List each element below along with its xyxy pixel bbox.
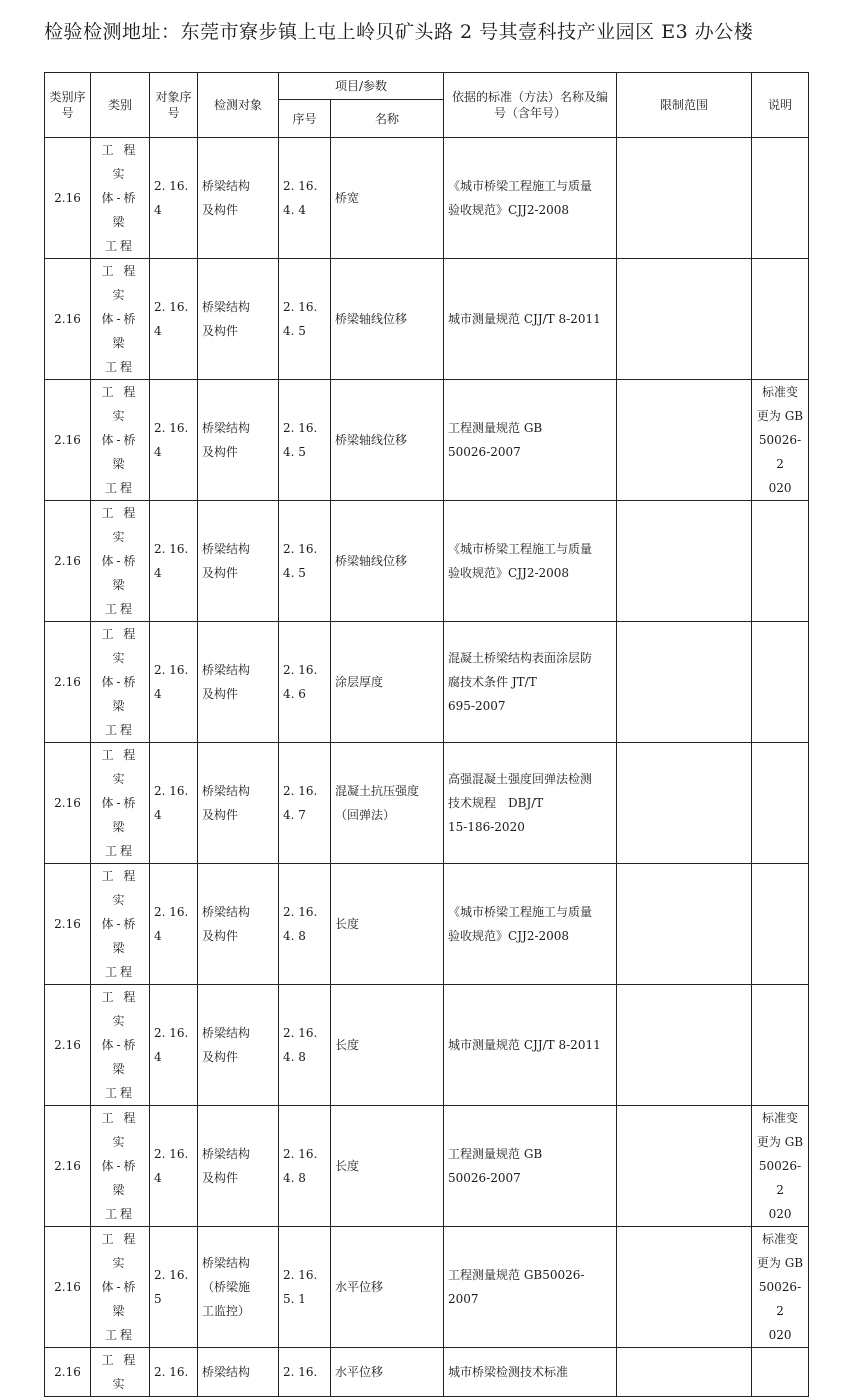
cat-no-cell: 2.16 (45, 743, 91, 864)
cat-no-cell: 2.16 (45, 622, 91, 743)
category-cell-line: 工 程 实 (101, 264, 139, 302)
limit-cell (617, 501, 752, 622)
note-cell-line: 020 (768, 481, 792, 495)
object-cell (198, 1106, 279, 1227)
table-row (45, 622, 809, 743)
item-no-cell-line: 4. 5 (283, 324, 306, 338)
standard-cell-line: 工程测量规范 GB (448, 421, 543, 435)
category-cell-line: 体-桥梁 (101, 1280, 139, 1318)
item-name-cell-line: （回弹法） (335, 808, 396, 822)
standard-cell (444, 622, 617, 743)
category-cell-line: 工 程 实 (101, 506, 139, 544)
item-name-cell (331, 380, 444, 501)
category-cell-line: 工程 (104, 602, 135, 616)
standard-cell-line: 50026-2007 (448, 445, 521, 459)
cat-no-cell: 2.16 (45, 501, 91, 622)
item-no-cell-line: 2. 16. (283, 1026, 318, 1040)
object-cell (198, 1348, 279, 1397)
table-body (45, 138, 809, 1397)
object-no-cell-line: 2. 16. (154, 1026, 189, 1040)
note-cell-line: 020 (768, 1328, 792, 1342)
object-no-cell-line: 2. 16. (154, 1365, 189, 1379)
category-cell-line: 工 程 实 (101, 1353, 139, 1391)
object-cell (198, 622, 279, 743)
object-cell-line: 桥梁结构 (202, 542, 251, 556)
object-no-cell (150, 259, 198, 380)
object-no-cell (150, 138, 198, 259)
category-cell-line: 工程 (104, 723, 135, 737)
table-row (45, 1348, 809, 1397)
item-no-cell-line: 2. 16. (283, 663, 318, 677)
item-name-cell (331, 138, 444, 259)
object-no-cell-line: 2. 16. (154, 542, 189, 556)
category-cell-line: 体-桥梁 (101, 1038, 139, 1076)
standard-cell-line: 验收规范》CJJ2-2008 (448, 929, 570, 943)
cat-no-cell: 2.16 (45, 259, 91, 380)
note-cell (752, 743, 809, 864)
item-name-cell (331, 1106, 444, 1227)
note-cell (752, 1348, 809, 1397)
item-no-cell-line: 4. 6 (283, 687, 306, 701)
category-cell-line: 体-桥梁 (101, 554, 139, 592)
object-no-cell (150, 501, 198, 622)
category-cell-line: 工 程 实 (101, 869, 139, 907)
category-cell-line: 工程 (104, 1086, 135, 1100)
standard-cell-line: 《城市桥梁工程施工与质量 (448, 542, 593, 556)
limit-cell (617, 380, 752, 501)
item-no-cell (279, 501, 331, 622)
category-cell-line: 体-桥梁 (101, 433, 139, 471)
cat-no-cell: 2.16 (45, 1106, 91, 1227)
item-name-cell (331, 259, 444, 380)
category-cell-line: 工 程 实 (101, 1232, 139, 1270)
table-row (45, 743, 809, 864)
object-no-cell-line: 5 (154, 1292, 162, 1306)
item-no-cell-line: 4. 8 (283, 1171, 306, 1185)
category-cell-line: 工 程 实 (101, 627, 139, 665)
object-no-cell-line: 4 (154, 1050, 162, 1064)
object-no-cell-line: 2. 16. (154, 663, 189, 677)
category-cell-line: 工程 (104, 481, 135, 495)
object-no-cell (150, 985, 198, 1106)
category-cell (91, 501, 150, 622)
standard-cell (444, 864, 617, 985)
object-cell-line: 及构件 (202, 1171, 239, 1185)
object-no-cell-line: 2. 16. (154, 421, 189, 435)
standard-cell (444, 138, 617, 259)
standard-cell (444, 1106, 617, 1227)
item-no-cell-line: 4. 8 (283, 929, 306, 943)
object-cell-line: 及构件 (202, 687, 239, 701)
category-cell-line: 工程 (104, 239, 135, 253)
object-no-cell-line: 2. 16. (154, 1147, 189, 1161)
cat-no-cell: 2.16 (45, 138, 91, 259)
inspection-table (44, 72, 809, 1397)
object-cell (198, 1227, 279, 1348)
standard-cell-line: 695-2007 (448, 699, 506, 713)
category-cell-line: 工程 (104, 360, 135, 374)
item-no-cell-line: 2. 16. (283, 179, 318, 193)
item-no-cell (279, 1348, 331, 1397)
category-cell-line: 工程 (104, 965, 135, 979)
category-cell-line: 体-桥梁 (101, 917, 139, 955)
note-cell-line: 更为 GB (756, 409, 804, 423)
item-no-cell (279, 1227, 331, 1348)
item-no-cell (279, 1106, 331, 1227)
object-no-cell (150, 864, 198, 985)
category-cell-line: 工程 (104, 844, 135, 858)
object-no-cell (150, 743, 198, 864)
standard-cell (444, 380, 617, 501)
item-name-cell-line: 涂层厚度 (335, 675, 384, 689)
standard-cell (444, 259, 617, 380)
standard-cell-line: 城市测量规范 CJJ/T 8-2011 (448, 312, 601, 326)
object-cell-line: 桥梁结构 (202, 1256, 251, 1270)
item-no-cell-line: 2. 16. (283, 542, 318, 556)
item-no-cell-line: 2. 16. (283, 1268, 318, 1282)
item-name-cell (331, 501, 444, 622)
table-row (45, 380, 809, 501)
header-item-no: 序号 (279, 100, 331, 138)
note-cell (752, 501, 809, 622)
category-cell (91, 380, 150, 501)
object-no-cell-line: 4 (154, 324, 162, 338)
header-cat-no: 类别序号 (45, 73, 91, 138)
standard-cell (444, 743, 617, 864)
cat-no-cell: 2.16 (45, 1227, 91, 1348)
object-no-cell-line: 4 (154, 445, 162, 459)
standard-cell-line: 15-186-2020 (448, 820, 525, 834)
header-obj-no: 对象序号 (150, 73, 198, 138)
object-no-cell (150, 1227, 198, 1348)
header-item: 项目/参数 (279, 73, 444, 100)
cat-no-cell: 2.16 (45, 985, 91, 1106)
object-cell (198, 743, 279, 864)
object-cell-line: 及构件 (202, 445, 239, 459)
category-cell (91, 1227, 150, 1348)
category-cell (91, 1348, 150, 1397)
cat-no-cell: 2.16 (45, 1348, 91, 1397)
header-note: 说明 (752, 73, 809, 138)
object-cell-line: 桥梁结构 (202, 1026, 251, 1040)
category-cell-line: 体-桥梁 (101, 1159, 139, 1197)
item-name-cell-line: 长度 (335, 1038, 360, 1052)
note-cell-line: 020 (768, 1207, 792, 1221)
standard-cell-line: 技术规程 DBJ/T (448, 796, 544, 810)
limit-cell (617, 743, 752, 864)
item-name-cell-line: 桥宽 (335, 191, 360, 205)
standard-cell-line: 腐技术条件 JT/T (448, 675, 537, 689)
cat-no-cell: 2.16 (45, 864, 91, 985)
note-cell (752, 259, 809, 380)
standard-cell-line: 《城市桥梁工程施工与质量 (448, 905, 593, 919)
limit-cell (617, 1348, 752, 1397)
page-title: 检验检测地址：东莞市寮步镇上屯上岭贝矿头路 2 号其壹科技产业园区 E3 办公楼 (44, 21, 754, 43)
item-name-cell-line: 桥梁轴线位移 (335, 433, 408, 447)
limit-cell (617, 864, 752, 985)
object-cell-line: 工监控） (202, 1304, 251, 1318)
limit-cell (617, 259, 752, 380)
object-cell-line: 桥梁结构 (202, 300, 251, 314)
standard-cell-line: 城市测量规范 CJJ/T 8-2011 (448, 1038, 601, 1052)
item-name-cell (331, 1348, 444, 1397)
object-cell-line: 桥梁结构 (202, 1147, 251, 1161)
limit-cell (617, 622, 752, 743)
object-no-cell-line: 4 (154, 1171, 162, 1185)
item-no-cell-line: 4. 8 (283, 1050, 306, 1064)
object-cell (198, 501, 279, 622)
limit-cell (617, 985, 752, 1106)
item-name-cell (331, 743, 444, 864)
item-no-cell-line: 2. 16. (283, 1147, 318, 1161)
item-no-cell-line: 2. 16. (283, 1365, 318, 1379)
object-no-cell-line: 4 (154, 687, 162, 701)
header-category: 类别 (91, 73, 150, 138)
object-no-cell (150, 1348, 198, 1397)
object-cell-line: 及构件 (202, 808, 239, 822)
table-row (45, 259, 809, 380)
object-no-cell (150, 380, 198, 501)
category-cell-line: 工 程 实 (101, 143, 139, 181)
item-no-cell (279, 380, 331, 501)
table-row (45, 1106, 809, 1227)
category-cell (91, 622, 150, 743)
note-cell-line: 标准变 (762, 1232, 799, 1246)
cat-no-cell: 2.16 (45, 380, 91, 501)
note-cell (752, 138, 809, 259)
standard-cell-line: 《城市桥梁工程施工与质量 (448, 179, 593, 193)
object-cell (198, 985, 279, 1106)
object-cell-line: 及构件 (202, 566, 239, 580)
header-standard: 依据的标准（方法）名称及编号（含年号） (444, 73, 617, 138)
object-cell-line: 桥梁结构 (202, 421, 251, 435)
note-cell-line: 更为 GB (756, 1135, 804, 1149)
standard-cell-line: 混凝土桥梁结构表面涂层防 (448, 651, 593, 665)
header-row (45, 73, 809, 100)
standard-cell-line: 工程测量规范 GB50026-2007 (448, 1268, 585, 1306)
table-row (45, 864, 809, 985)
header-item-name: 名称 (331, 100, 444, 138)
note-cell-line: 50026-2 (758, 1280, 802, 1318)
object-cell-line: （桥梁施 (202, 1280, 251, 1294)
item-no-cell (279, 985, 331, 1106)
category-cell-line: 工程 (104, 1328, 135, 1342)
limit-cell (617, 1227, 752, 1348)
object-no-cell (150, 622, 198, 743)
item-no-cell-line: 4. 5 (283, 566, 306, 580)
category-cell-line: 工程 (104, 1207, 135, 1221)
object-no-cell-line: 4 (154, 808, 162, 822)
item-name-cell (331, 1227, 444, 1348)
item-no-cell (279, 138, 331, 259)
object-cell-line: 及构件 (202, 203, 239, 217)
item-no-cell-line: 5. 1 (283, 1292, 306, 1306)
category-cell-line: 工 程 实 (101, 748, 139, 786)
item-no-cell (279, 864, 331, 985)
item-no-cell-line: 4. 7 (283, 808, 306, 822)
item-no-cell-line: 2. 16. (283, 784, 318, 798)
note-cell-line: 更为 GB (756, 1256, 804, 1270)
object-no-cell-line: 4 (154, 203, 162, 217)
table-row (45, 501, 809, 622)
category-cell (91, 864, 150, 985)
object-cell-line: 及构件 (202, 1050, 239, 1064)
category-cell-line: 体-桥梁 (101, 675, 139, 713)
standard-cell (444, 501, 617, 622)
item-name-cell-line: 桥梁轴线位移 (335, 312, 408, 326)
object-cell-line: 及构件 (202, 929, 239, 943)
note-cell (752, 985, 809, 1106)
object-cell-line: 及构件 (202, 324, 239, 338)
item-no-cell (279, 743, 331, 864)
category-cell-line: 工 程 实 (101, 990, 139, 1028)
item-no-cell-line: 2. 16. (283, 421, 318, 435)
category-cell-line: 体-桥梁 (101, 191, 139, 229)
item-name-cell-line: 长度 (335, 1159, 360, 1173)
category-cell-line: 体-桥梁 (101, 312, 139, 350)
note-cell (752, 864, 809, 985)
table-row (45, 138, 809, 259)
object-no-cell-line: 2. 16. (154, 1268, 189, 1282)
standard-cell (444, 1348, 617, 1397)
limit-cell (617, 138, 752, 259)
item-no-cell (279, 259, 331, 380)
object-cell (198, 138, 279, 259)
standard-cell-line: 验收规范》CJJ2-2008 (448, 203, 570, 217)
note-cell (752, 622, 809, 743)
item-no-cell-line: 4. 4 (283, 203, 306, 217)
object-cell-line: 桥梁结构 (202, 663, 251, 677)
standard-cell (444, 1227, 617, 1348)
object-no-cell-line: 4 (154, 929, 162, 943)
item-no-cell-line: 4. 5 (283, 445, 306, 459)
table-row (45, 985, 809, 1106)
note-cell (752, 1227, 809, 1348)
category-cell-line: 工 程 实 (101, 1111, 139, 1149)
note-cell-line: 标准变 (762, 1111, 799, 1125)
note-cell-line: 标准变 (762, 385, 799, 399)
item-name-cell-line: 水平位移 (335, 1365, 384, 1379)
object-cell (198, 259, 279, 380)
item-name-cell (331, 622, 444, 743)
note-cell (752, 380, 809, 501)
note-cell-line: 50026-2 (758, 1159, 802, 1197)
object-cell-line: 桥梁结构 (202, 784, 251, 798)
item-name-cell (331, 985, 444, 1106)
item-name-cell-line: 长度 (335, 917, 360, 931)
header-limit: 限制范围 (617, 73, 752, 138)
object-no-cell-line: 2. 16. (154, 784, 189, 798)
category-cell (91, 259, 150, 380)
standard-cell (444, 985, 617, 1106)
object-no-cell-line: 4 (154, 566, 162, 580)
standard-cell-line: 高强混凝土强度回弹法检测 (448, 772, 593, 786)
category-cell (91, 1106, 150, 1227)
table-row (45, 1227, 809, 1348)
category-cell (91, 138, 150, 259)
standard-cell-line: 50026-2007 (448, 1171, 521, 1185)
standard-cell-line: 工程测量规范 GB (448, 1147, 543, 1161)
item-no-cell-line: 2. 16. (283, 300, 318, 314)
object-cell (198, 864, 279, 985)
header-object: 检测对象 (198, 73, 279, 138)
limit-cell (617, 1106, 752, 1227)
object-cell-line: 桥梁结构 (202, 905, 251, 919)
object-no-cell-line: 2. 16. (154, 179, 189, 193)
item-name-cell-line: 混凝土抗压强度 (335, 784, 420, 798)
category-cell-line: 体-桥梁 (101, 796, 139, 834)
object-no-cell-line: 2. 16. (154, 905, 189, 919)
note-cell (752, 1106, 809, 1227)
category-cell (91, 743, 150, 864)
category-cell-line: 工 程 实 (101, 385, 139, 423)
object-no-cell-line: 2. 16. (154, 300, 189, 314)
object-cell-line: 桥梁结构 (202, 1365, 251, 1379)
item-name-cell (331, 864, 444, 985)
item-no-cell-line: 2. 16. (283, 905, 318, 919)
standard-cell-line: 城市桥梁检测技术标准 (448, 1365, 569, 1379)
object-cell (198, 380, 279, 501)
object-no-cell (150, 1106, 198, 1227)
item-no-cell (279, 622, 331, 743)
item-name-cell-line: 桥梁轴线位移 (335, 554, 408, 568)
object-cell-line: 桥梁结构 (202, 179, 251, 193)
category-cell (91, 985, 150, 1106)
item-name-cell-line: 水平位移 (335, 1280, 384, 1294)
standard-cell-line: 验收规范》CJJ2-2008 (448, 566, 570, 580)
note-cell-line: 50026-2 (758, 433, 802, 471)
